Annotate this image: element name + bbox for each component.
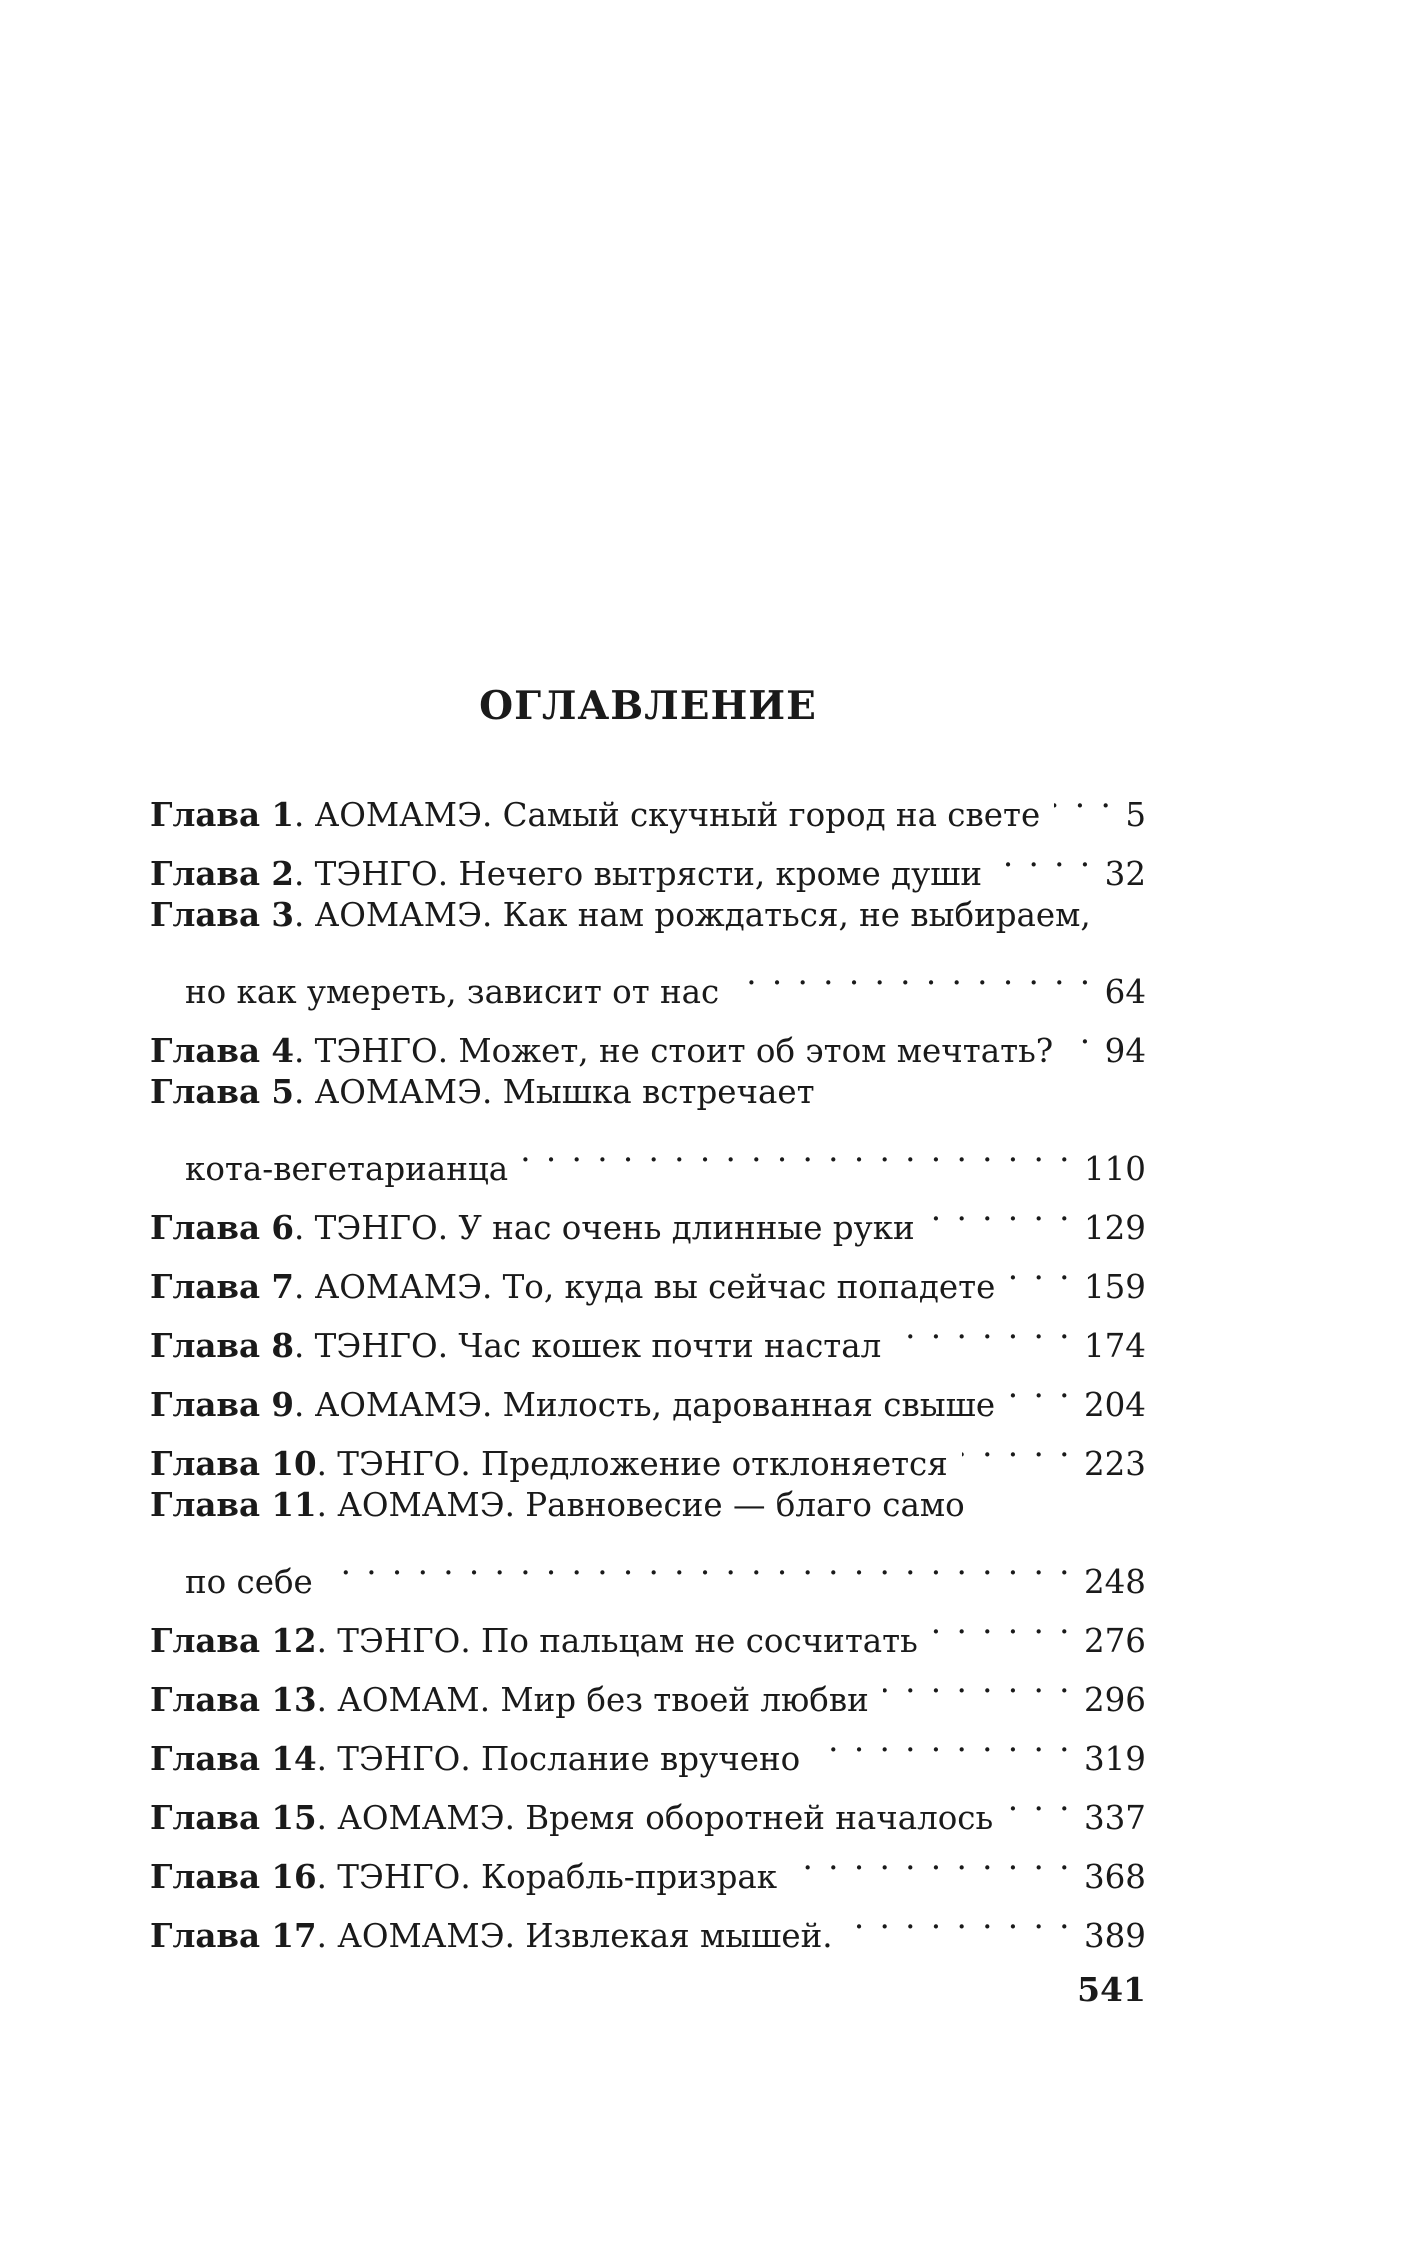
chapter-label: Глава 11	[150, 1485, 317, 1524]
dot-leader	[733, 944, 1092, 1003]
chapter-title: . АОМАМЭ. Как нам рождаться, не выбираем,	[293, 896, 1091, 934]
chapter-title: . ТЭНГО. У нас очень длинные руки	[293, 1209, 915, 1247]
chapter-label: Глава 10	[150, 1444, 317, 1483]
chapter-title: . АОМАМЭ. Время оборотней началось	[316, 1799, 994, 1837]
dot-leader	[327, 1534, 1072, 1593]
chapter-title: . ТЭНГО. Нечего вытрясти, кроме души	[293, 855, 983, 893]
chapter-label: Глава 13	[150, 1680, 317, 1719]
chapter-title: . ТЭНГО. Может, не стоит об этом мечтать?	[293, 1032, 1054, 1070]
dot-leader	[929, 1180, 1072, 1239]
chapter-label: Глава 16	[150, 1857, 317, 1896]
chapter-page-number: 94	[1104, 1032, 1146, 1070]
dot-leader	[895, 1298, 1072, 1357]
chapter-label: Глава 2	[150, 854, 294, 893]
chapter-page-number: 64	[1104, 973, 1146, 1011]
chapter-page-number: 204	[1083, 1386, 1146, 1424]
chapter-page-number: 389	[1083, 1917, 1146, 1955]
page-number: 541	[1077, 1970, 1146, 2009]
dot-leader	[791, 1829, 1072, 1888]
book-page	[150, 0, 1146, 2246]
chapter-page-number: 5	[1125, 796, 1146, 834]
chapter-label: Глава 12	[150, 1621, 317, 1660]
toc-entry	[150, 944, 1146, 1011]
chapter-page-number: 337	[1083, 1799, 1146, 1837]
chapter-title: . АОМАМЭ. Мышка встречает	[293, 1073, 815, 1111]
chapter-label: Глава 9	[150, 1385, 294, 1424]
chapter-title: . ТЭНГО. Корабль-призрак	[316, 1858, 778, 1896]
chapter-page-number: 248	[1083, 1563, 1146, 1601]
chapter-title: . АОМАМЭ. То, куда вы сейчас попадете	[293, 1268, 996, 1306]
dot-leader	[1054, 767, 1113, 826]
chapter-title: кота-вегетарианца	[185, 1150, 509, 1188]
toc-entry	[150, 1121, 1146, 1188]
chapter-title: . АОМАМЭ. Извлекая мышей.	[316, 1917, 833, 1955]
chapter-label: Глава 17	[150, 1916, 317, 1955]
chapter-label: Глава 15	[150, 1798, 317, 1837]
chapter-label: Глава 14	[150, 1739, 317, 1778]
chapter-label: Глава 5	[150, 1072, 294, 1111]
dot-leader	[996, 826, 1093, 885]
chapter-page-number: 129	[1083, 1209, 1146, 1247]
chapter-page-number: 159	[1083, 1268, 1146, 1306]
dot-leader	[1009, 1239, 1072, 1298]
chapter-label: Глава 8	[150, 1326, 294, 1365]
toc-entry	[150, 885, 1146, 944]
chapter-title: но как умереть, зависит от нас	[185, 973, 720, 1011]
chapter-page-number: 174	[1083, 1327, 1146, 1365]
chapter-page-number: 276	[1083, 1622, 1146, 1660]
dot-leader	[1067, 1003, 1092, 1062]
dot-leader	[883, 1652, 1072, 1711]
chapter-label: Глава 3	[150, 895, 294, 934]
chapter-title: . АОМАМЭ. Равновесие — благо само	[316, 1486, 965, 1524]
table-of-contents	[150, 767, 1146, 1955]
chapter-page-number: 223	[1083, 1445, 1146, 1483]
chapter-page-number: 296	[1083, 1681, 1146, 1719]
dot-leader	[962, 1416, 1072, 1475]
dot-leader	[522, 1121, 1072, 1180]
chapter-page-number: 32	[1104, 855, 1146, 893]
chapter-title: . АОМАМ. Мир без твоей любви	[316, 1681, 869, 1719]
page-title: ОГЛАВЛЕНИЕ	[479, 683, 817, 729]
chapter-page-number: 368	[1083, 1858, 1146, 1896]
chapter-title: . ТЭНГО. Предложение отклоняется	[316, 1445, 948, 1483]
chapter-title: . ТЭНГО. Час кошек почти настал	[293, 1327, 882, 1365]
toc-entry	[150, 1475, 1146, 1534]
chapter-page-number: 319	[1083, 1740, 1146, 1778]
dot-leader	[932, 1593, 1072, 1652]
chapter-label: Глава 4	[150, 1031, 294, 1070]
chapter-page-number: 110	[1083, 1150, 1146, 1188]
dot-leader	[847, 1888, 1072, 1947]
chapter-label: Глава 1	[150, 795, 294, 834]
dot-leader	[1007, 1770, 1072, 1829]
toc-entry	[150, 1534, 1146, 1601]
chapter-title: по себе	[185, 1563, 313, 1601]
toc-entry	[150, 767, 1146, 834]
chapter-title: . АОМАМЭ. Самый скучный город на свете	[293, 796, 1041, 834]
chapter-title: . ТЭНГО. Послание вручено	[316, 1740, 801, 1778]
dot-leader	[814, 1711, 1072, 1770]
dot-leader	[1009, 1357, 1072, 1416]
chapter-title: . ТЭНГО. По пальцам не сосчитать	[316, 1622, 918, 1660]
chapter-title: . АОМАМЭ. Милость, дарованная свыше	[293, 1386, 996, 1424]
chapter-label: Глава 6	[150, 1208, 294, 1247]
chapter-label: Глава 7	[150, 1267, 294, 1306]
